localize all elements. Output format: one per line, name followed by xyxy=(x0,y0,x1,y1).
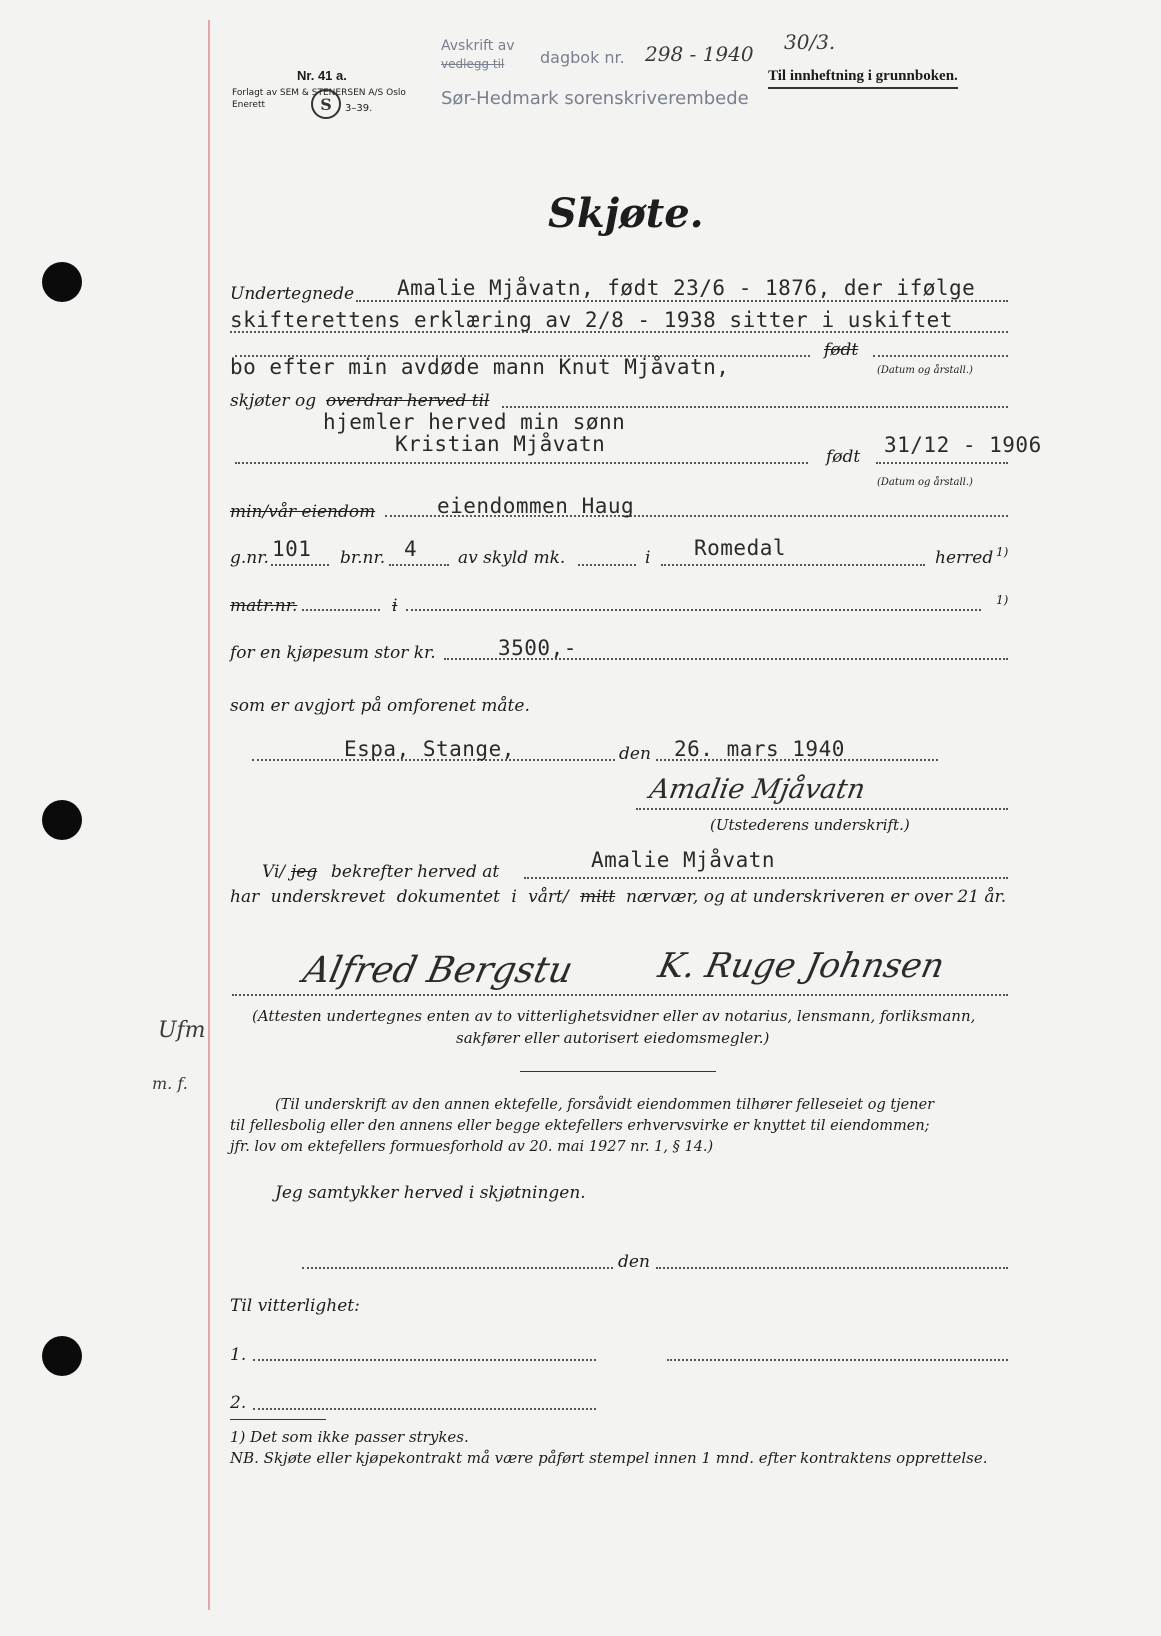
grunnbok-note: Til innheftning i grunnboken. xyxy=(768,68,958,89)
footnote-mark-2: 1) xyxy=(996,593,1009,607)
witness-signature-2: K. Ruge Johnsen xyxy=(654,946,948,986)
margin-note-1: Ufm xyxy=(158,1018,206,1043)
seller-line-1: Amalie Mjåvatn, født 23/6 - 1876, der ifølge xyxy=(397,276,976,300)
punch-hole-middle xyxy=(42,800,82,840)
margin-line xyxy=(208,20,210,1610)
overdrar-struck: overdrar herved til xyxy=(326,391,490,411)
jeg-struck: jeg xyxy=(291,862,318,882)
dotted-line xyxy=(271,564,329,566)
har-underskrevet-a: har underskrevet dokumentet i vårt/ xyxy=(230,887,569,907)
den-label: den xyxy=(619,744,651,764)
place: Espa, Stange, xyxy=(344,737,515,761)
svg-text:S: S xyxy=(320,95,332,114)
fodt-label: født xyxy=(826,447,861,467)
kjopesum-label: for en kjøpesum stor kr. xyxy=(230,643,436,663)
stamp-dagbok-label: dagbok nr. xyxy=(540,48,625,67)
attest-line-1: (Attesten undertegnes enten av to vitterlighetsvidner eller av notarius, lensmann, forliksmann, xyxy=(252,1007,976,1025)
spouse-note-2: til fellesbolig eller den annens eller begge ektefellers erhvervsvirke er knyttet til eiendommen; xyxy=(230,1118,930,1134)
kjopesum-value: 3500,- xyxy=(498,636,577,660)
dotted-line xyxy=(524,877,1008,879)
dotted-line xyxy=(253,1408,596,1410)
mitt-struck: mitt xyxy=(580,887,616,907)
seller-line-3: bo efter min avdøde mann Knut Mjåvatn, xyxy=(230,355,730,379)
gnr-value: 101 xyxy=(272,537,312,561)
dotted-line xyxy=(656,1267,1008,1269)
dotted-line xyxy=(667,1359,1008,1361)
separator-rule xyxy=(520,1071,716,1072)
dagbok-date: 30/3. xyxy=(784,30,836,54)
publisher-logo-icon xyxy=(313,91,339,117)
herred-name: Romedal xyxy=(694,536,787,560)
footnote-1: 1) Det som ikke passer strykes. xyxy=(230,1428,469,1446)
dotted-line xyxy=(876,462,1008,464)
attest-line-2: sakfører eller autorisert eiedomsmegler.) xyxy=(456,1029,770,1047)
buyer-birth-date: 31/12 - 1906 xyxy=(884,433,1042,457)
witness-signature-1: Alfred Bergstu xyxy=(299,950,577,991)
property-name: eiendommen Haug xyxy=(437,494,635,518)
form-date: 3–39. xyxy=(345,103,373,114)
stamp-struck-text: vedlegg til xyxy=(441,57,505,71)
utsteder-label: (Utstederens underskrift.) xyxy=(710,816,910,834)
margin-note-2: m. f. xyxy=(152,1074,188,1093)
dagbok-number: 298 - 1940 xyxy=(645,42,754,66)
dotted-line xyxy=(578,564,636,566)
undertegnede-label: Undertegnede xyxy=(230,284,355,304)
spouse-note-3: jfr. lov om ektefellers formuesforhold av 20. mai 1927 nr. 1, § 14.) xyxy=(230,1139,714,1155)
footnote-mark-1: 1) xyxy=(996,545,1009,559)
samtykker-text: Jeg samtykker herved i skjøtningen. xyxy=(275,1183,586,1203)
signing-date: 26. mars 1940 xyxy=(674,737,845,761)
dotted-line xyxy=(232,994,1008,996)
fodt-struck: født xyxy=(824,340,859,360)
den-label-2: den xyxy=(618,1252,650,1272)
datum-hint-1: (Datum og årstall.) xyxy=(877,365,973,376)
min-var-eiendom-struck: min/vår eiendom xyxy=(230,502,376,522)
stamp-office: Sør-Hedmark sorenskriverembede xyxy=(441,88,749,109)
skyld-label: av skyld mk. xyxy=(458,548,566,568)
brnr-value: 4 xyxy=(404,537,418,561)
seller-signature: Amalie Mjåvatn xyxy=(647,774,868,805)
dotted-line xyxy=(873,355,1008,357)
datum-hint-2: (Datum og årstall.) xyxy=(877,477,973,488)
signer-name: Amalie Mjåvatn xyxy=(591,848,776,872)
bekrefter-label: bekrefter herved at xyxy=(331,862,500,882)
vi-label: Vi/ xyxy=(262,862,286,882)
document-title: Skjøte. xyxy=(548,190,704,237)
herred-label: herred xyxy=(935,548,994,568)
spouse-note-1: (Til underskrift av den annen ektefelle, forsåvidt eiendommen tilhører felleseiet og tjener xyxy=(275,1097,935,1113)
publisher-logo xyxy=(311,89,341,119)
punch-hole-top xyxy=(42,262,82,302)
buyer-line-2: Kristian Mjåvatn xyxy=(395,432,606,456)
i-struck: i xyxy=(392,596,398,616)
dotted-line xyxy=(661,564,925,566)
dotted-line xyxy=(302,1267,613,1269)
i-label: i xyxy=(645,548,651,568)
dotted-line xyxy=(406,609,981,611)
witness-2-label: 2. xyxy=(230,1393,247,1413)
skjoter-label: skjøter og xyxy=(230,391,317,411)
gnr-label: g.nr. xyxy=(230,548,269,568)
dotted-line xyxy=(389,564,449,566)
dotted-line xyxy=(356,300,1008,302)
har-underskrevet-b: nærvær, og at underskriveren er over 21 år. xyxy=(626,887,1007,907)
enerett-label: Enerett xyxy=(232,100,266,110)
til-vitterlighet: Til vitterlighet: xyxy=(230,1296,360,1316)
matrnr-struck: matr.nr. xyxy=(230,596,298,616)
publisher-line: Forlagt av SEM & STENERSEN A/S Oslo xyxy=(232,88,406,98)
witness-1-label: 1. xyxy=(230,1345,247,1365)
footnote-nb: NB. Skjøte eller kjøpekontrakt må være påført stempel innen 1 mnd. efter kontraktens opprettelse. xyxy=(230,1449,988,1467)
dotted-line xyxy=(636,808,1008,810)
avgjort-text: som er avgjort på omforenet måte. xyxy=(230,696,530,716)
dotted-line xyxy=(235,462,808,464)
dotted-line xyxy=(302,609,380,611)
buyer-line-1: hjemler herved min sønn xyxy=(323,410,626,434)
dotted-line xyxy=(253,1359,596,1361)
form-number: Nr. 41 a. xyxy=(297,68,347,83)
stamp-prefix: Avskrift av xyxy=(441,38,515,54)
footnote-rule xyxy=(230,1419,326,1420)
brnr-label: br.nr. xyxy=(340,548,386,568)
punch-hole-bottom xyxy=(42,1336,82,1376)
dotted-line xyxy=(502,406,1008,408)
seller-line-2: skifterettens erklæring av 2/8 - 1938 sitter i uskiftet xyxy=(230,308,953,332)
